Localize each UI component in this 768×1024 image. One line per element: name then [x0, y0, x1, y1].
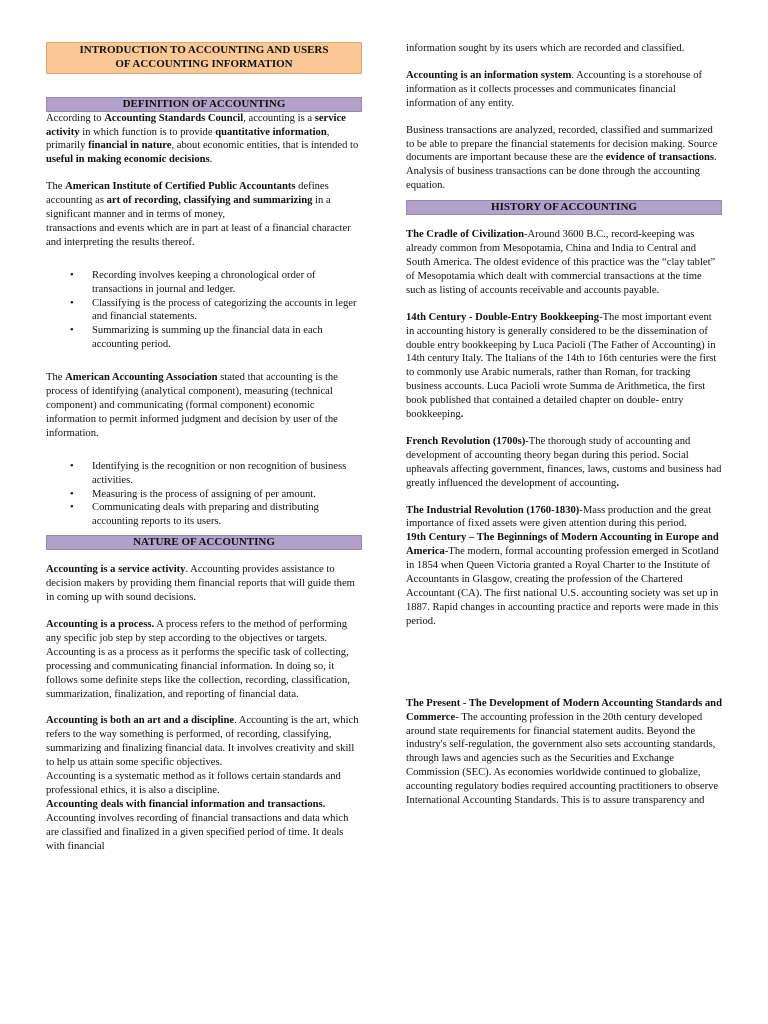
definition-paragraph-aaa: The American Accounting Association stated that accounting is the process of identifying (analytical component), measuring (technical component) and communicating (formal component) economic information to permit informed judgment and decision by user of the information.: [46, 372, 338, 439]
right-column: [406, 42, 722, 808]
nature-process-paragraph: Accounting is a process. A process refers to the method of performing any specific job step by step according to the objectives or targets. Accounting is as a process as it performs the specific task of collecting, processing and communicating financial information. In doing so, it follows some definite steps like the collection, recording, classification, summarization, finalization, and reporting of financial data.: [46, 618, 350, 700]
list-item: • Summarizing is summing up the financial data in each accounting period.: [46, 324, 362, 352]
identifying-list: [46, 460, 362, 530]
history-14th-century-paragraph: 14th Century - Double-Entry Bookkeeping-The most important event in accounting history is generally considered to be the dissemination of double entry bookkeeping by Luca Pacioli (The Father of Accounting) in 14th century Italy. The Italians of the 14th to 16th centuries were the first to commonly use Arabic numerals, rather than Roman, for tracking business accounts. Luca Pacioli wrote Summa de Arithmetica, the first book published that contained a detailed chapter on double- entry bookkeeping.: [406, 311, 717, 421]
nature-discipline-paragraph: Accounting is a systematic method as it follows certain standards and professional ethics, it is also a discipline.: [46, 771, 341, 796]
list-item: • Classifying is the process of categorizing the accounts in leger and financial statements.: [46, 297, 362, 325]
recording-list: [46, 269, 362, 352]
definition-paragraph-aicpa-cont: transactions and events which are in part at least of a financial character and interpreting the results thereof.: [46, 222, 351, 248]
nature-service-paragraph: Accounting is a service activity. Accounting provides assistance to decision makers by providing them financial reports that will guide them in coming up with sound decisions.: [46, 564, 355, 604]
title-line-2: OF ACCOUNTING INFORMATION: [115, 57, 293, 70]
definition-paragraph-asc: According to Accounting Standards Council, accounting is a service activity in which function is to provide quantitative information, primarily financial in nature, about economic entities, that is intended to useful in making economic decisions.: [46, 112, 359, 166]
history-present-paragraph: The Present - The Development of Modern Accounting Standards and Commerce- The accounting profession in the 20th century developed around state requirements for financial statement audits. Beyond the industry's self-regulation, the government also sets accounting standards, through laws and agencies such as the Securities and Exchange Commission (SEC). As economies worldwide continued to globalize, accounting regulatory bodies required accounting practitioners to observe International Accounting Standards. This is to assure transparency and: [406, 697, 722, 807]
definition-heading: DEFINITION OF ACCOUNTING: [46, 97, 362, 112]
business-transactions-paragraph: Business transactions are analyzed, recorded, classified and summarized to be able to prepare the financial statements for decision making. Source documents are important because these are the evidence of transactions. Analysis of business transactions can be done through the accounting equation.: [406, 124, 718, 192]
continued-paragraph: information sought by its users which are recorded and classified.: [406, 43, 685, 54]
nature-deals-paragraph: Accounting deals with financial information and transactions. Accounting involves recording of financial transactions and data which are classified and finalized in a given specified period of time. It deals with financial: [46, 798, 349, 852]
history-french-revolution-paragraph: French Revolution (1700s)-The thorough study of accounting and development of accounting theory began during this period. Social upheavals affecting government, finances, laws, customs and business had greatly influenced the development of accounting.: [406, 435, 722, 489]
title-line-1: INTRODUCTION TO ACCOUNTING AND USERS: [79, 44, 329, 56]
history-cradle-paragraph: The Cradle of Civilization-Around 3600 B.C., record-keeping was already common from Mesopotamia, China and India to Central and South America. The oldest evidence of this practice was the “clay tablet” of Mesopotamia which dealt with commercial transactions at the time such as listing of accounts receivable and accounts payable.: [406, 229, 716, 296]
nature-art-paragraph: Accounting is both an art and a discipline. Accounting is the art, which refers to the way something is performed, of recording, classifying, summarizing and finalizing financial data. It involves creativity and skill to help us attain some specific objectives.: [46, 715, 359, 769]
list-item: • Communicating deals with preparing and distributing accounting reports to its users.: [46, 501, 362, 529]
list-item: • Measuring is the process of assigning of per amount.: [46, 488, 362, 502]
list-item: • Recording involves keeping a chronological order of transactions in journal and ledger.: [46, 269, 362, 297]
history-19th-century-paragraph: 19th Century – The Beginnings of Modern Accounting in Europe and America-The modern, formal accounting profession emerged in Scotland in 1854 when Queen Victoria granted a Royal Charter to the Institute of Accountants in Glasgow, creating the profession of the Chartered Accountant (CA). The first national U.S. accounting society was set up in 1887. Rapid changes in accounting practice and reports were made in this period.: [406, 532, 719, 627]
history-industrial-revolution-paragraph: The Industrial Revolution (1760-1830)-Mass production and the great importance of fixed assets were given attention during this period.: [406, 504, 712, 530]
nature-heading: NATURE OF ACCOUNTING: [46, 535, 362, 550]
list-item: • Identifying is the recognition or non recognition of business activities.: [46, 460, 362, 488]
history-heading: HISTORY OF ACCOUNTING: [406, 200, 722, 215]
left-column: [46, 42, 362, 853]
information-system-paragraph: Accounting is an information system. Accounting is a storehouse of information as it collects processes and communicates financial information of any entity.: [406, 69, 703, 109]
document-title: [46, 42, 362, 74]
definition-paragraph-aicpa: The American Institute of Certified Public Accountants defines accounting as art of recording, classifying and summarizing in a significant manner and in terms of money,: [46, 181, 331, 221]
